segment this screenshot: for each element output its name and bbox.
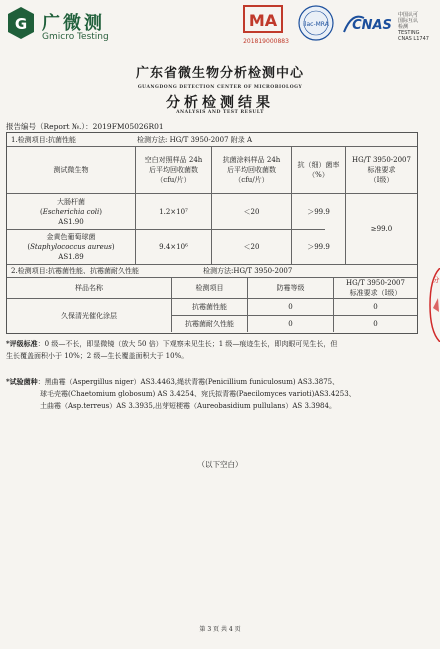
table-cell-grade: 0	[288, 320, 293, 328]
result-title-en: ANALYSIS AND TEST RESULT	[176, 110, 264, 115]
svg-text:G: G	[14, 15, 28, 33]
table-cell-standard: 0	[373, 303, 378, 311]
report-number: 报告编号（Report №.）：2019FM05026R01	[6, 122, 164, 131]
page-number: 第 3 页 共 4 页	[199, 626, 241, 633]
center-title: 广东省微生物分析检测中心	[135, 66, 304, 81]
grading-note: *评级标准：0 级—不长，即显微镜（放大 50 倍）下观察未见生长；1 级—痕迹生长，即肉眼可见生长，但 生长覆盖面积小于 10%；2 级—生长覆盖面积大于 10%。	[6, 339, 338, 360]
header-rate: 抗（细）菌率 （%）	[297, 161, 340, 179]
header-coated-sample: 抗菌涂料样品 24h 后平均回收菌数 （cfu/片）	[222, 156, 281, 184]
cma-logo-icon	[238, 4, 288, 40]
table-row-microbe: 大肠杆菌 (Escherichia coli) AS1.90	[39, 197, 102, 226]
section2-item-label: 2.检测项目:抗霉菌性能、抗霉菌耐久性能	[11, 267, 140, 275]
header-standard-2: HG/T 3950-2007 标准要求（Ⅰ级）	[346, 279, 405, 297]
header-item: 检测项目	[195, 284, 224, 292]
table-cell-standard: 0	[373, 320, 378, 328]
table-cell-coated: ＜20	[243, 207, 260, 216]
certification-logos	[238, 4, 438, 48]
table-row-microbe: 金黄色葡萄球菌 (Staphylococcus aureus) AS1.89	[27, 233, 115, 261]
table-cell-grade: 0	[288, 303, 293, 311]
header-microbe: 测试微生物	[53, 166, 89, 174]
section1-method-label: 检测方法: HG/T 3950-2007 附录 A	[137, 136, 253, 144]
svg-text:CNAS: CNAS	[352, 18, 392, 33]
table-cell-item: 抗霉菌耐久性能	[185, 320, 234, 328]
center-title-en: GUANGDONG DETECTION CENTER OF MICROBIOLOGY	[137, 85, 303, 90]
sample-name: 久保清光催化涂层	[61, 311, 117, 320]
cnas-logo-icon	[342, 10, 396, 36]
strain-note: *试验菌种：黑曲霉（Aspergillus niger）AS3.4463,绳状青霉(Penicillium funiculosum) AS3.3875、 球毛壳霉(Chaetomium globosum) AS 3.4254、宛氏拟青霉(Paecilomyces varioti)AS3.4253、 土曲霉（Asp.terreus）AS 3.3935,出芽短梗霉（Aureobasidium pullulans）AS 3.3984。	[6, 377, 356, 410]
section1-item-label: 1.检测项目:抗菌性能	[11, 136, 77, 144]
cma-number: 201819000883	[243, 38, 289, 45]
svg-text:MA: MA	[248, 11, 278, 30]
table-cell-coated: ＜20	[243, 243, 260, 251]
table-cell-item: 抗霉菌性能	[192, 303, 227, 311]
table-cell-rate: ＞99.9	[307, 207, 330, 216]
header-standard: HG/T 3950-2007 标准要求 （Ⅰ级）	[352, 156, 411, 184]
table-cell-blank: 1.2×10⁷	[159, 207, 188, 216]
blank-below-note: （以下空白）	[197, 460, 243, 469]
header-grade: 防霉等级	[276, 284, 305, 292]
table-cell-blank: 9.4×10⁶	[159, 243, 188, 251]
logo-subtitle: Gmicro Testing	[42, 32, 109, 42]
header-blank-sample: 空白对照样品 24h 后平均回收菌数 （cfu/片）	[144, 156, 203, 184]
svg-text:ilac-MRA: ilac-MRA	[303, 21, 329, 28]
gmicro-logo-icon	[6, 6, 36, 40]
svg-text:分: 分	[432, 276, 440, 284]
ilac-mra-logo-icon	[296, 4, 336, 42]
header-sample: 样品名称	[75, 284, 103, 292]
cnas-accreditation-text: 中国认可 国际互认 检测 TESTING CNAS L1747	[398, 12, 429, 42]
results-table	[6, 132, 418, 334]
table-cell-rate: ＞99.9	[307, 243, 330, 251]
company-logo	[6, 6, 114, 44]
seal-stamp-icon	[428, 268, 440, 342]
section2-method-label: 检测方法:HG/T 3950-2007	[203, 267, 293, 275]
logo-name: 广微测	[42, 13, 105, 34]
result-title: 分析检测结果	[166, 95, 274, 111]
table-cell-standard-value: ≥99.0	[370, 225, 393, 233]
